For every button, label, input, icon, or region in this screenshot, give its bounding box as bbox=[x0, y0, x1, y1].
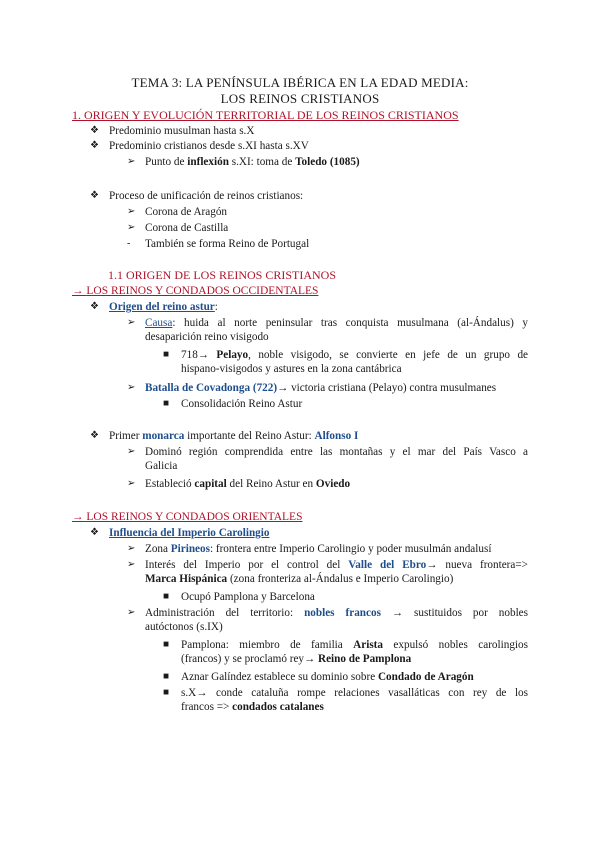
pelayo-line-1 bbox=[181, 348, 528, 362]
text: Zona bbox=[145, 543, 171, 555]
highlight-text: Alfonso I bbox=[314, 430, 359, 442]
bullet-origen-reino-astur bbox=[109, 300, 218, 314]
arrow-bullet-icon: ➢ bbox=[127, 446, 136, 457]
text: → nueva frontera=> bbox=[426, 559, 528, 571]
bold-text: inflexión bbox=[187, 156, 229, 168]
bullet-predominio-musulman: Predominio musulman hasta s.X bbox=[109, 125, 255, 137]
heading-text: LOS REINOS Y CONDADOS ORIENTALES bbox=[86, 511, 303, 523]
text: (zona fronteriza al-Ándalus e Imperio Carolingio) bbox=[227, 573, 454, 585]
arrow-icon: → bbox=[72, 511, 84, 523]
square-bullet-icon: ■ bbox=[163, 639, 170, 650]
bullet-primer-monarca bbox=[109, 429, 358, 443]
bullet-pamplona bbox=[181, 638, 528, 666]
bullet-causa bbox=[145, 316, 528, 344]
bullet-influencia-carolingio bbox=[109, 526, 269, 540]
bold-text: Marca Hispánica bbox=[145, 573, 228, 585]
arrow-bullet-icon: ➢ bbox=[127, 478, 136, 489]
bold-text: capital bbox=[194, 478, 227, 490]
domino-line-2: Galicia bbox=[145, 460, 178, 472]
section-1-heading: 1. ORIGEN Y EVOLUCIÓN TERRITORIAL DE LOS REINOS CRISTIANOS bbox=[72, 108, 459, 122]
bold-text: Reino de Pamplona bbox=[318, 653, 412, 665]
text: del Reino Astur en bbox=[226, 478, 316, 490]
interes-line-2 bbox=[145, 572, 528, 586]
diamond-bullet-icon: ❖ bbox=[90, 527, 99, 538]
arrow-bullet-icon: ➢ bbox=[127, 206, 136, 217]
bold-text: Pelayo bbox=[216, 349, 249, 361]
arrow-bullet-icon: ➢ bbox=[127, 382, 136, 393]
text: importante del Reino Astur: bbox=[184, 430, 315, 442]
interes-line-1 bbox=[145, 558, 528, 572]
text: (francos) y se proclamó rey→ bbox=[181, 653, 318, 665]
section-1-1-heading: 1.1 ORIGEN DE LOS REINOS CRISTIANOS bbox=[108, 268, 337, 282]
bullet-proceso-unificacion: Proceso de unificación de reinos cristianos: bbox=[109, 190, 304, 202]
bullet-aznar bbox=[181, 670, 474, 684]
domino-line-1: Dominó región comprendida entre las montañas y el mar del País Vasco a bbox=[145, 446, 528, 458]
admin-line-2: autóctonos (s.IX) bbox=[145, 621, 223, 633]
bullet-pelayo bbox=[181, 348, 528, 376]
bullet-establecio-capital bbox=[145, 477, 350, 491]
document-title-line-1: TEMA 3: LA PENÍNSULA IBÉRICA EN LA EDAD MEDIA: bbox=[131, 75, 469, 90]
highlight-text: Causa bbox=[145, 317, 173, 329]
bullet-punto-inflexion bbox=[145, 155, 360, 169]
text: expulsó nobles carolingios bbox=[383, 639, 528, 651]
diamond-bullet-icon: ❖ bbox=[90, 125, 99, 136]
text: Punto de bbox=[145, 156, 188, 168]
arrow-bullet-icon: ➢ bbox=[127, 607, 136, 618]
highlight-text: Influencia del Imperio Carolingio bbox=[109, 527, 270, 539]
causa-line-2: desaparición reino visigodo bbox=[145, 331, 269, 343]
square-bullet-icon: ■ bbox=[163, 349, 170, 360]
arrow-bullet-icon: ➢ bbox=[127, 559, 136, 570]
text: → victoria cristiana (Pelayo) contra musulmanes bbox=[277, 382, 497, 394]
text: Estableció bbox=[145, 478, 195, 490]
text: : frontera entre Imperio Carolingio y poder musulmán andalusí bbox=[209, 543, 492, 555]
bold-text: Oviedo bbox=[315, 478, 351, 490]
dash-bullet-icon: - bbox=[127, 238, 131, 249]
bullet-interes-imperio bbox=[145, 558, 528, 586]
document-title-line-2: LOS REINOS CRISTIANOS bbox=[220, 91, 380, 106]
diamond-bullet-icon: ❖ bbox=[90, 190, 99, 201]
square-bullet-icon: ■ bbox=[163, 671, 170, 682]
pamplona-line-2 bbox=[181, 652, 528, 666]
bold-text: condados catalanes bbox=[232, 701, 324, 713]
square-bullet-icon: ■ bbox=[163, 398, 170, 409]
heading-text: LOS REINOS Y CONDADOS OCCIDENTALES bbox=[86, 285, 319, 297]
arrow-bullet-icon: ➢ bbox=[127, 317, 136, 328]
causa-line-1 bbox=[145, 316, 528, 330]
bullet-ocupo: Ocupó Pamplona y Barcelona bbox=[181, 591, 315, 603]
square-bullet-icon: ■ bbox=[163, 591, 170, 602]
bullet-batalla-covadonga bbox=[145, 381, 496, 395]
bullet-zona-pirineos bbox=[145, 542, 491, 556]
sx-line-1: s.X→ conde cataluña rompe relaciones vasalláticas con rey de los bbox=[181, 687, 528, 699]
bullet-administracion bbox=[145, 606, 528, 634]
bullet-domino-region bbox=[145, 445, 528, 473]
text: , noble visigodo, se convierte en jefe de un grupo de bbox=[248, 349, 529, 361]
diamond-bullet-icon: ❖ bbox=[90, 430, 99, 441]
text: francos => bbox=[181, 701, 233, 713]
admin-line-1 bbox=[145, 606, 528, 620]
sx-line-2 bbox=[181, 700, 528, 714]
text: Aznar Galíndez establece su dominio sobre bbox=[181, 671, 378, 683]
bullet-corona-castilla: Corona de Castilla bbox=[145, 222, 229, 234]
pelayo-line-2: hispano-visigodos y astures en la zona cantábrica bbox=[181, 363, 402, 375]
highlight-text: nobles francos bbox=[304, 607, 381, 619]
text: Primer bbox=[109, 430, 143, 442]
bold-text: Toledo (1085) bbox=[295, 156, 360, 168]
diamond-bullet-icon: ❖ bbox=[90, 140, 99, 151]
bullet-corona-aragon: Corona de Aragón bbox=[145, 206, 228, 218]
text: Pamplona: miembro de familia bbox=[181, 639, 354, 651]
diamond-bullet-icon: ❖ bbox=[90, 301, 99, 312]
text: Interés del Imperio por el control del bbox=[145, 559, 349, 571]
text: : bbox=[214, 301, 218, 313]
bullet-sx-cataluna bbox=[181, 686, 528, 714]
text: s.XI: toma de bbox=[228, 156, 296, 168]
bullet-reino-portugal: También se forma Reino de Portugal bbox=[145, 238, 310, 250]
highlight-text: Pirineos bbox=[170, 543, 210, 555]
pamplona-line-1 bbox=[181, 638, 528, 652]
bold-text: Arista bbox=[353, 639, 383, 651]
bullet-consolidacion: Consolidación Reino Astur bbox=[181, 398, 303, 410]
subsection-orientales-heading bbox=[72, 510, 302, 524]
text: 718→ bbox=[181, 349, 217, 361]
text: : huida al norte peninsular tras conquista musulmana (al-Ándalus) y bbox=[172, 317, 528, 329]
highlight-text: Batalla de Covadonga (722) bbox=[145, 382, 278, 394]
arrow-bullet-icon: ➢ bbox=[127, 222, 136, 233]
subsection-occidentales-heading bbox=[72, 284, 318, 298]
highlight-text: Origen del reino astur bbox=[109, 301, 215, 313]
bullet-predominio-cristianos: Predominio cristianos desde s.XI hasta s.XV bbox=[109, 140, 309, 152]
highlight-text: Valle del Ebro bbox=[348, 559, 427, 571]
text: → sustituidos por nobles bbox=[380, 607, 528, 619]
arrow-icon: → bbox=[72, 285, 84, 297]
highlight-text: monarca bbox=[142, 430, 185, 442]
square-bullet-icon: ■ bbox=[163, 687, 170, 698]
arrow-bullet-icon: ➢ bbox=[127, 156, 136, 167]
bold-text: Condado de Aragón bbox=[377, 671, 474, 683]
arrow-bullet-icon: ➢ bbox=[127, 543, 136, 554]
text: Administración del territorio: bbox=[145, 607, 305, 619]
